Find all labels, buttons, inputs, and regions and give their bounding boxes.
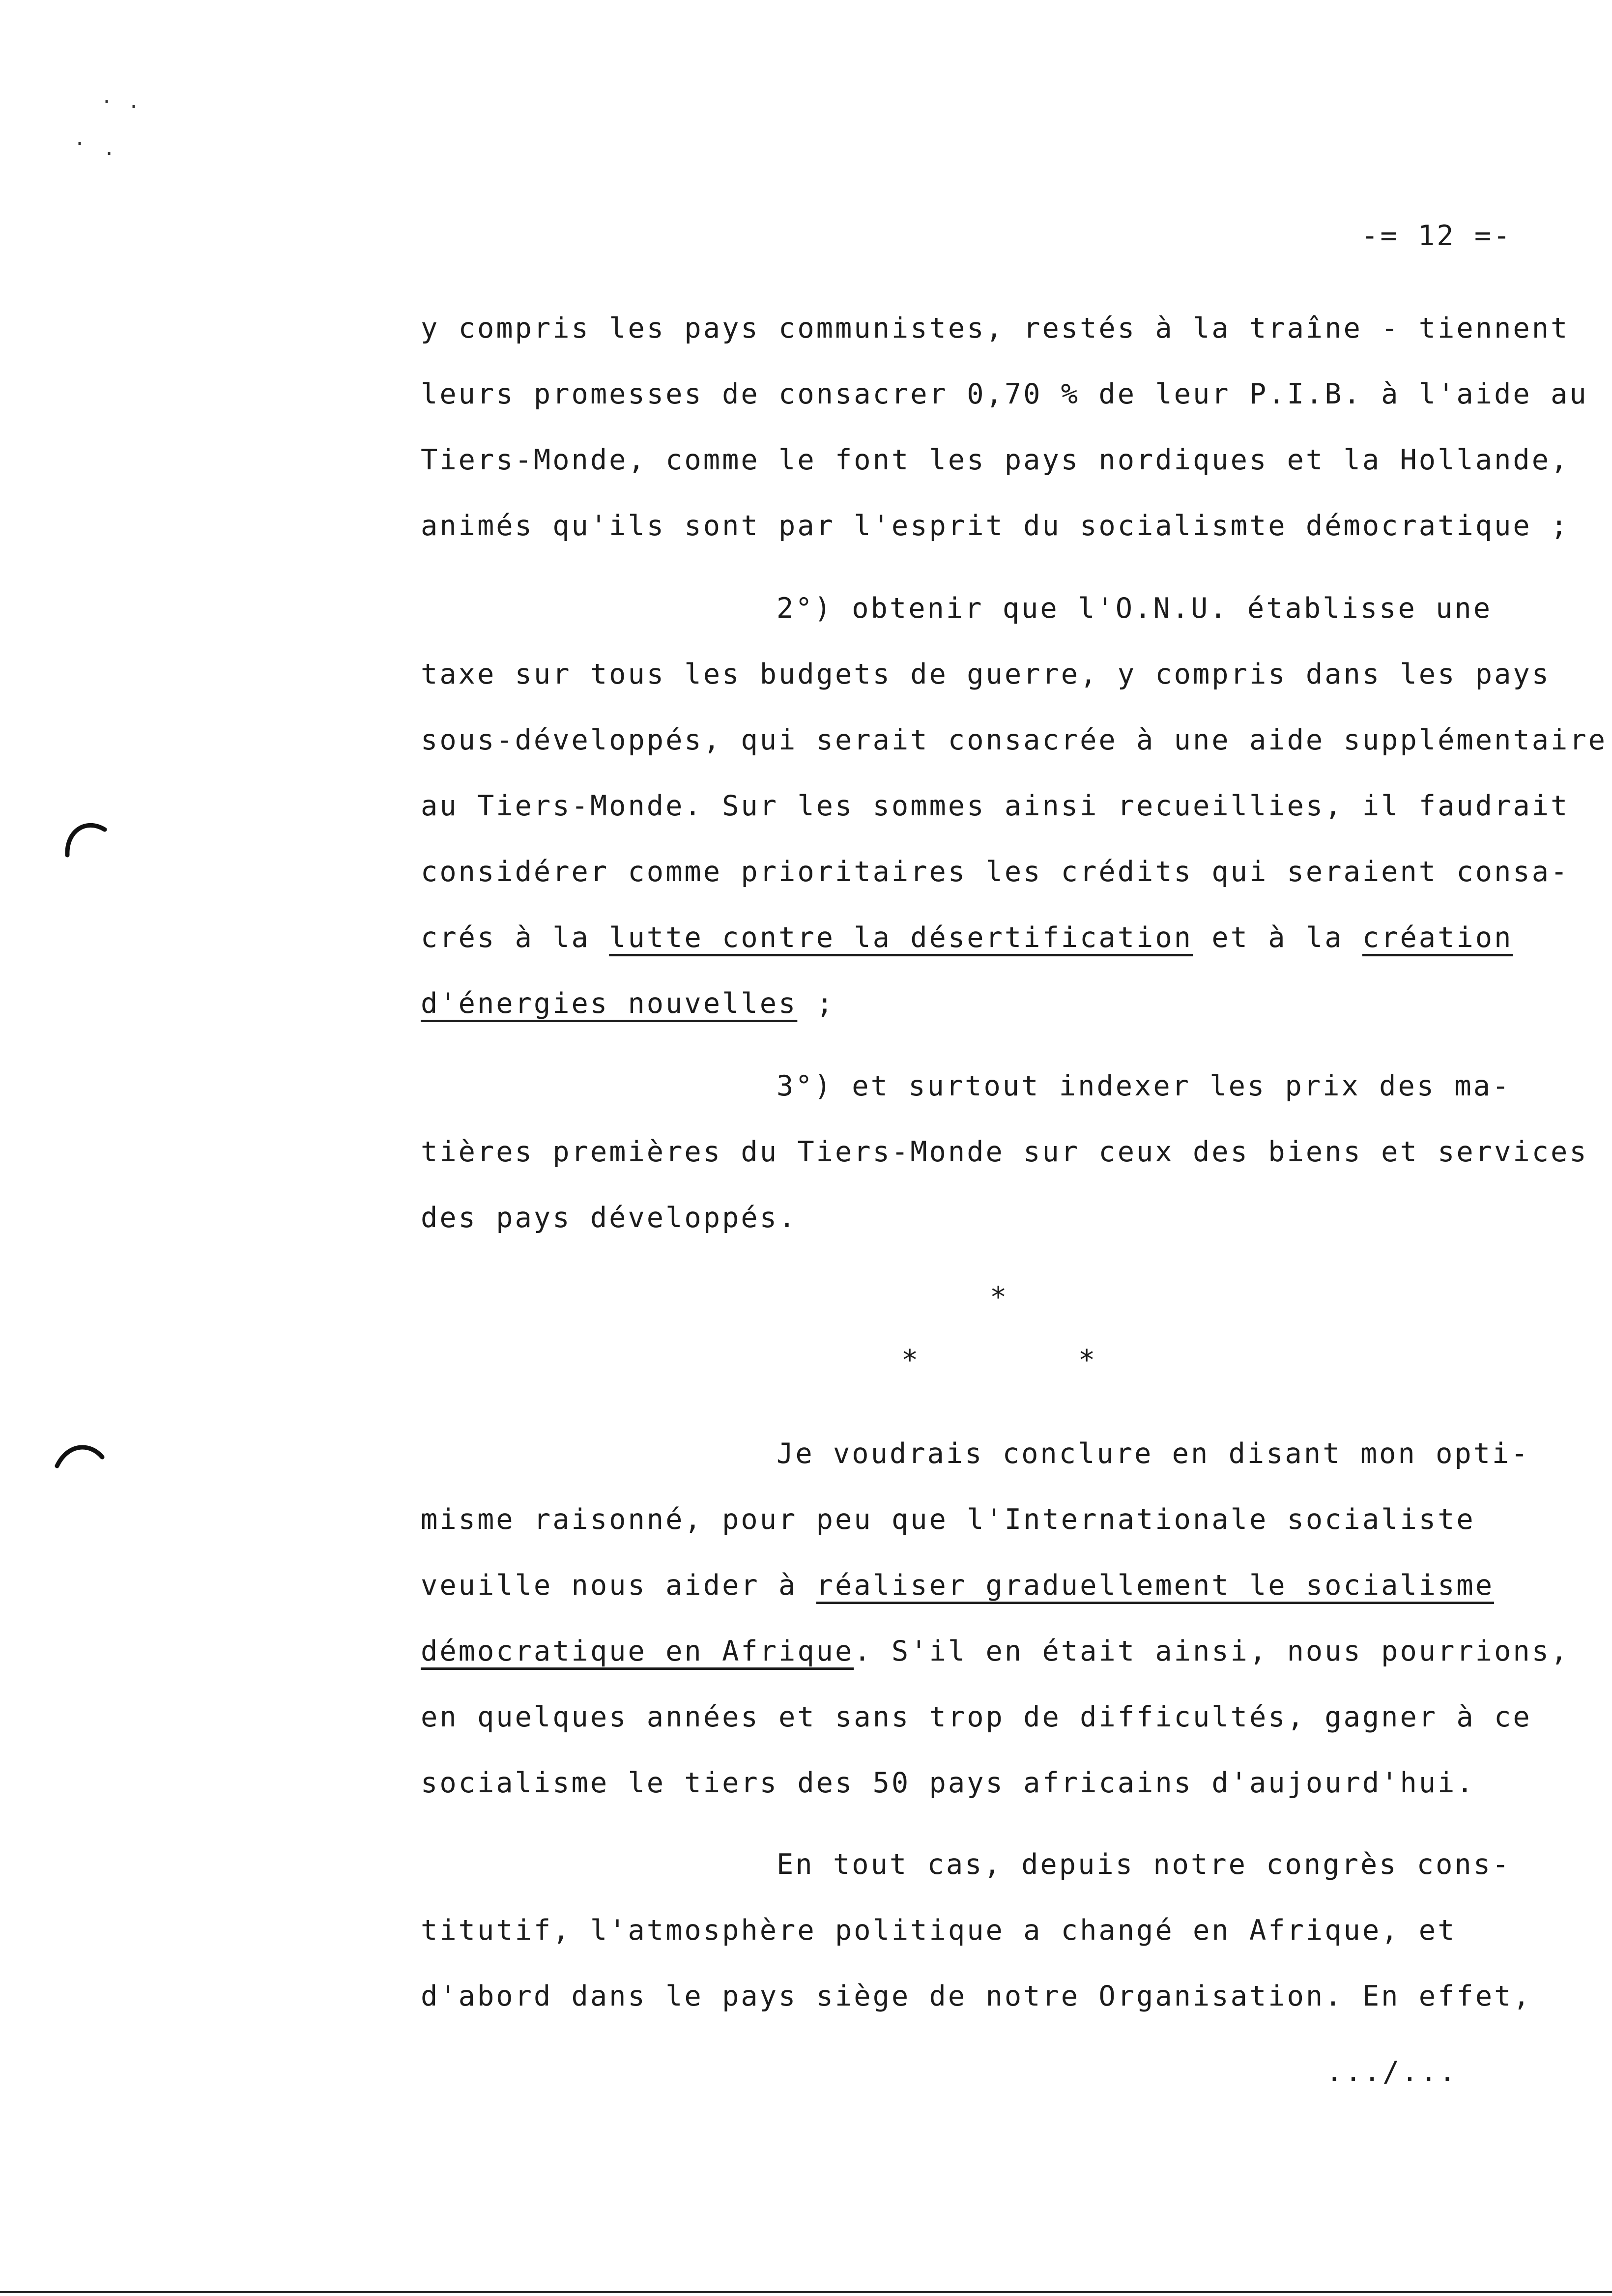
text-line: des pays développés. (421, 1202, 798, 1234)
text-line: sous-développés, qui serait consacrée à une aide supplémentaire (421, 724, 1607, 756)
text-line (421, 1568, 1494, 1603)
speck-mark: · (74, 133, 86, 155)
underlined-phrase: réaliser graduellement le socialisme (816, 1569, 1495, 1602)
continuation-mark: .../... (1326, 2056, 1458, 2088)
punch-hole-mark (61, 811, 111, 860)
text-line: tières premières du Tiers-Monde sur ceux des biens et services (421, 1136, 1588, 1168)
text-segment: crés à la (421, 921, 609, 954)
text-segment: . S'il en était ainsi, nous pourrions, (854, 1635, 1570, 1667)
text-line: y compris les pays communistes, restés à la traîne - tiennent (421, 312, 1570, 344)
text-segment: ; (797, 987, 835, 1020)
text-line: misme raisonné, pour peu que l'Internationale socialiste (421, 1503, 1475, 1536)
text-segment: et à la (1193, 921, 1362, 954)
text-line: leurs promesses de consacrer 0,70 % de leur P.I.B. à l'aide au (421, 378, 1588, 410)
speck-mark: · (103, 143, 115, 165)
speck-mark: · (128, 96, 140, 118)
text-line: d'abord dans le pays siège de notre Organisation. En effet, (421, 1980, 1532, 2012)
underlined-phrase: démocratique en Afrique (421, 1635, 854, 1667)
underlined-phrase: d'énergies nouvelles (421, 987, 798, 1020)
asterisk-divider-right: * (1078, 1344, 1097, 1377)
text-line: Tiers-Monde, comme le font les pays nordiques et la Hollande, (421, 444, 1570, 476)
text-line: considérer comme prioritaires les crédits qui seraient consa- (421, 856, 1570, 888)
text-line: taxe sur tous les budgets de guerre, y compris dans les pays (421, 658, 1551, 690)
speck-mark: · (101, 91, 113, 114)
text-line (421, 920, 1513, 955)
text-segment: veuille nous aider à (421, 1569, 816, 1602)
text-line (421, 986, 835, 1021)
asterisk-divider-top: * (990, 1281, 1009, 1314)
text-line: titutif, l'atmosphère politique a changé en Afrique, et (421, 1914, 1457, 1947)
page-number: -= 12 =- (1361, 220, 1512, 252)
text-line (421, 1634, 1569, 1669)
list-item-3-start: 3°) et surtout indexer les prix des ma- (777, 1070, 1511, 1102)
page-bottom-edge (0, 2291, 1612, 2293)
underlined-phrase: création (1362, 921, 1513, 954)
asterisk-divider-left: * (901, 1344, 921, 1377)
punch-hole-mark (53, 1437, 107, 1472)
list-item-2-start: 2°) obtenir que l'O.N.U. établisse une (777, 592, 1493, 625)
text-line: en quelques années et sans trop de difficultés, gagner à ce (421, 1701, 1532, 1733)
underlined-phrase: lutte contre la désertification (609, 921, 1193, 954)
text-line: animés qu'ils sont par l'esprit du socialismte démocratique ; (421, 510, 1570, 542)
text-line: au Tiers-Monde. Sur les sommes ainsi recueillies, il faudrait (421, 790, 1570, 822)
text-line: socialisme le tiers des 50 pays africains d'aujourd'hui. (421, 1767, 1475, 1799)
paragraph-start: Je voudrais conclure en disant mon opti- (777, 1437, 1530, 1470)
paragraph-start: En tout cas, depuis notre congrès cons- (777, 1848, 1511, 1881)
